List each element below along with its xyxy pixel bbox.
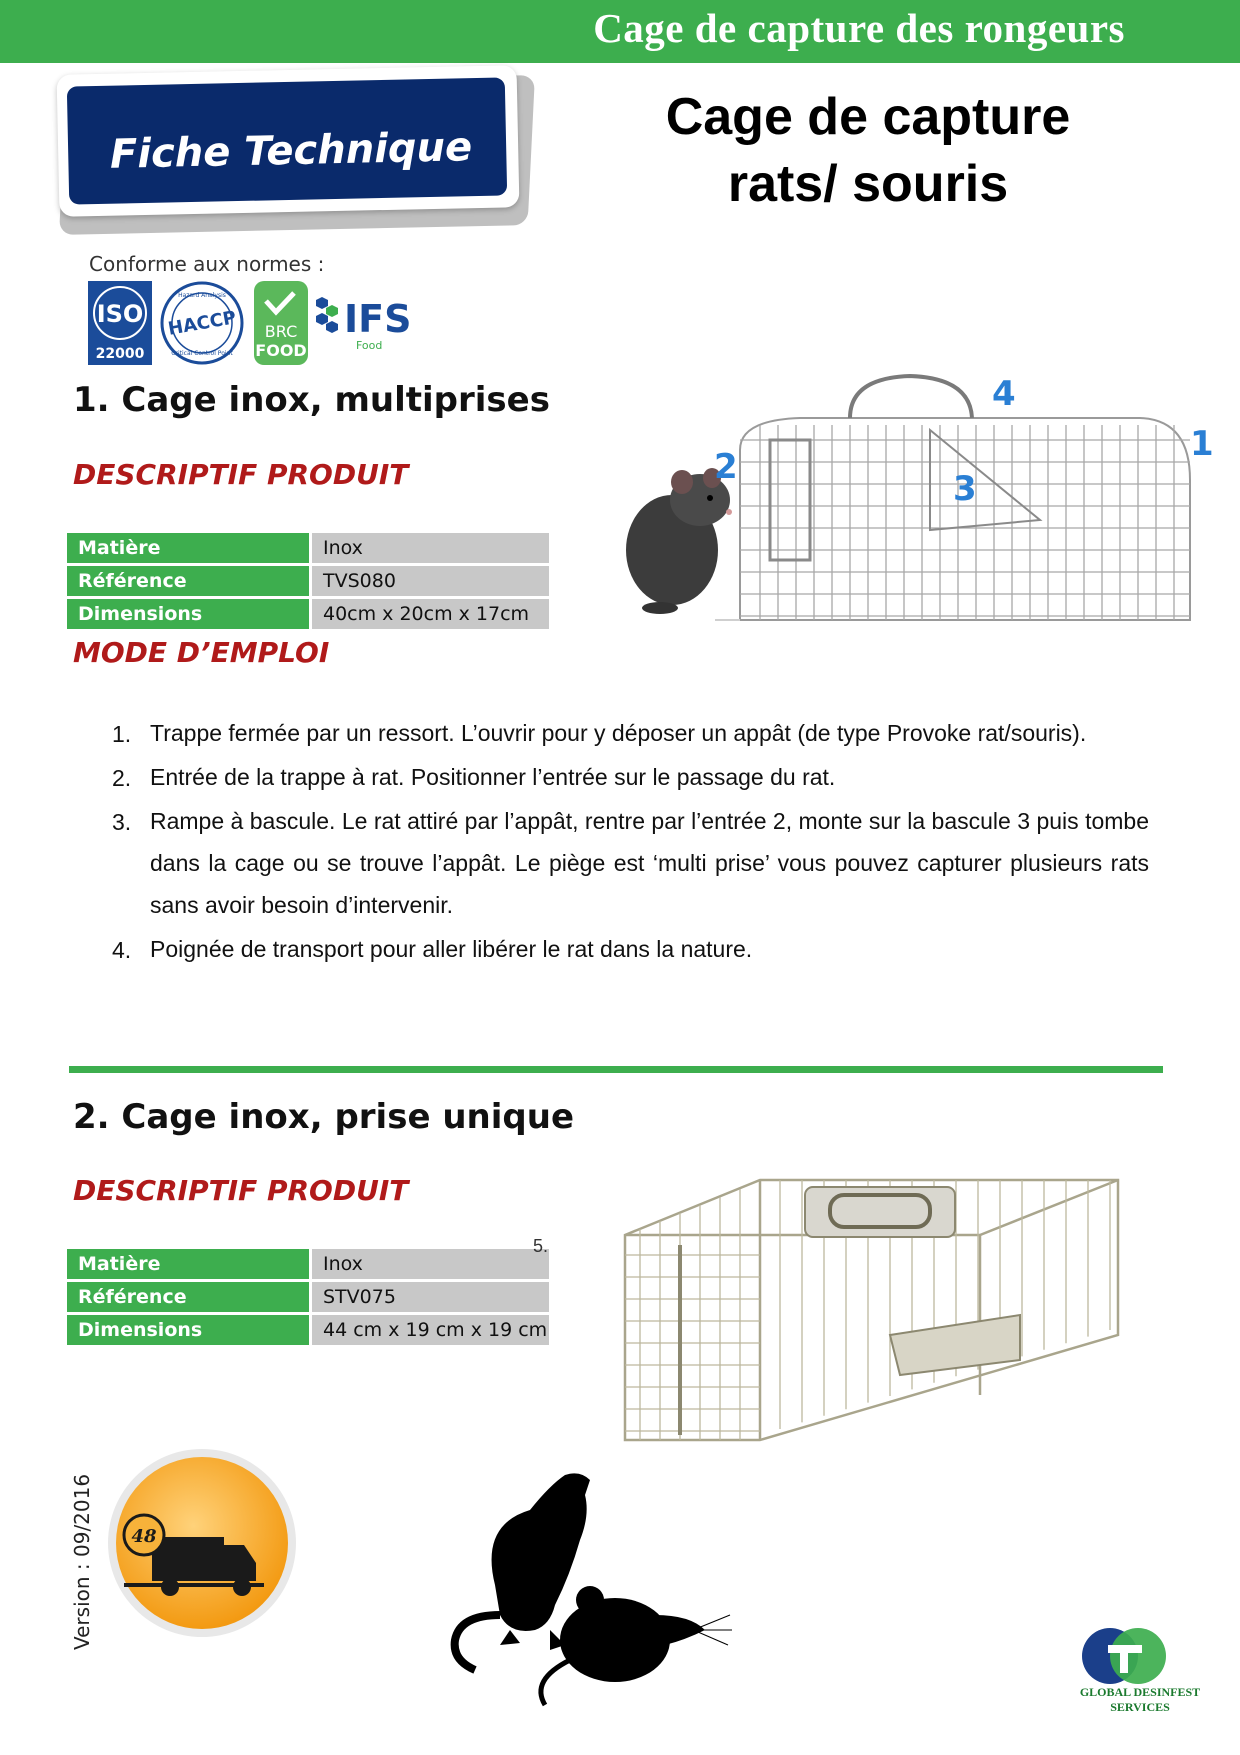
instruction-item (104, 800, 1149, 926)
haccp-logo (160, 281, 244, 365)
section2-spec-table (67, 1249, 549, 1348)
entry-door (770, 440, 810, 560)
instructions-list (104, 712, 1149, 972)
ifs-logo-subtext: Food (356, 339, 383, 352)
instruction-number: 2. (112, 765, 132, 791)
spec-value: STV075 (312, 1282, 549, 1312)
instruction-item (104, 928, 1149, 970)
callout-2: 2 (714, 447, 738, 487)
instruction-text: Entrée de la trappe à rat. Positionner l’entrée sur le passage du rat. (150, 764, 836, 790)
company-logo (1080, 1625, 1170, 1687)
instruction-number: 3. (112, 809, 132, 835)
section1-descr-heading: DESCRIPTIF PRODUIT (73, 458, 409, 491)
spec-label: Dimensions (67, 599, 312, 629)
iso-logo-text: ISO (96, 300, 144, 328)
spec-row (67, 599, 549, 632)
iso-logo (88, 281, 152, 365)
spec-value: Inox (312, 1249, 549, 1279)
norms-label: Conforme aux normes : (89, 252, 325, 276)
ifs-logo-text: IFS (344, 297, 412, 341)
section1-title: 1. Cage inox, multiprises (73, 380, 550, 420)
spec-value: TVS080 (312, 566, 549, 596)
company-name-line1: GLOBAL DESINFEST (1079, 1685, 1201, 1699)
spec-value: Inox (312, 533, 549, 563)
spec-row (67, 1315, 549, 1348)
single-catch-cage-image (620, 1135, 1120, 1445)
company-name (1040, 1685, 1240, 1715)
callout-1: 1 (1190, 424, 1214, 464)
instruction-text: Trappe fermée par un ressort. L’ouvrir pour y déposer un appât (de type Provoke rat/souris). (150, 720, 1087, 746)
iso-logo-subtext: 22000 (95, 346, 145, 362)
badge-title: Fiche Technique (109, 124, 473, 178)
delivery-48h-badge (104, 1445, 300, 1641)
spec-value: 44 cm x 19 cm x 19 cm (312, 1315, 549, 1345)
spec-value: 40cm x 20cm x 17cm (312, 599, 549, 629)
header-title: Cage de capture des rongeurs (593, 5, 1125, 51)
spec-label: Matière (67, 1249, 312, 1279)
haccp-ring-bottom: Critical Control Point (171, 350, 233, 357)
haccp-ring-top: Hazard Analysis (178, 292, 226, 299)
instruction-number: 1. (112, 721, 132, 747)
spec-label: Dimensions (67, 1315, 312, 1345)
spec-label: Référence (67, 566, 312, 596)
spec-row (67, 533, 549, 566)
spec-row (67, 566, 549, 599)
brc-logo (254, 281, 308, 365)
instruction-number: 4. (112, 937, 132, 963)
section2-descr-heading: DESCRIPTIF PRODUIT (73, 1174, 409, 1207)
brc-logo-subtext: FOOD (255, 341, 307, 360)
version-label: Version : 09/2016 (70, 1473, 94, 1650)
section2-title: 2. Cage inox, prise unique (73, 1097, 575, 1137)
company-name-line2: SERVICES (1110, 1700, 1170, 1714)
callout-3: 3 (953, 469, 977, 509)
mouse-whiskers (698, 1615, 732, 1645)
main-title-line2: rats/ souris (727, 155, 1009, 213)
tilt-ramp (930, 430, 1040, 530)
section-divider (69, 1066, 1163, 1073)
cage-handle (850, 376, 972, 418)
cage-bars (740, 425, 1190, 620)
instruction-text: Rampe à bascule. Le rat attiré par l’appât, rentre par l’entrée 2, monte sur la bascule 3 puis tombe dans la cage ou se trouve l’appât. Le piège est ‘multi prise’ vous pouvez capturer plusieurs rats sans avoir besoin d’intervenir. (150, 808, 1149, 918)
spec-row (67, 1249, 549, 1282)
instruction-item (104, 712, 1149, 754)
spec-row (67, 1282, 549, 1315)
main-title (580, 84, 1156, 218)
instruction-item (104, 756, 1149, 798)
rodent-silhouettes (440, 1465, 740, 1715)
mouse-silhouette (541, 1586, 705, 1705)
haccp-logo-text: HACCP (166, 307, 238, 340)
spec-label: Référence (67, 1282, 312, 1312)
delivery-hours: 48 (131, 1526, 157, 1547)
cage2-trigger-plate (890, 1315, 1020, 1375)
stray-mark: 5. (533, 1236, 549, 1256)
rat-photo (626, 468, 732, 614)
spec-label: Matière (67, 533, 312, 563)
section1-spec-table (67, 533, 549, 632)
multi-catch-cage-image (600, 370, 1214, 630)
mode-emploi-heading: MODE D’EMPLOI (73, 636, 330, 669)
callout-4: 4 (992, 374, 1016, 414)
ifs-logo (316, 295, 416, 355)
instruction-text: Poignée de transport pour aller libérer le rat dans la nature. (150, 936, 753, 962)
main-title-line1: Cage de capture (665, 88, 1071, 146)
brc-logo-text: BRC (264, 322, 298, 341)
